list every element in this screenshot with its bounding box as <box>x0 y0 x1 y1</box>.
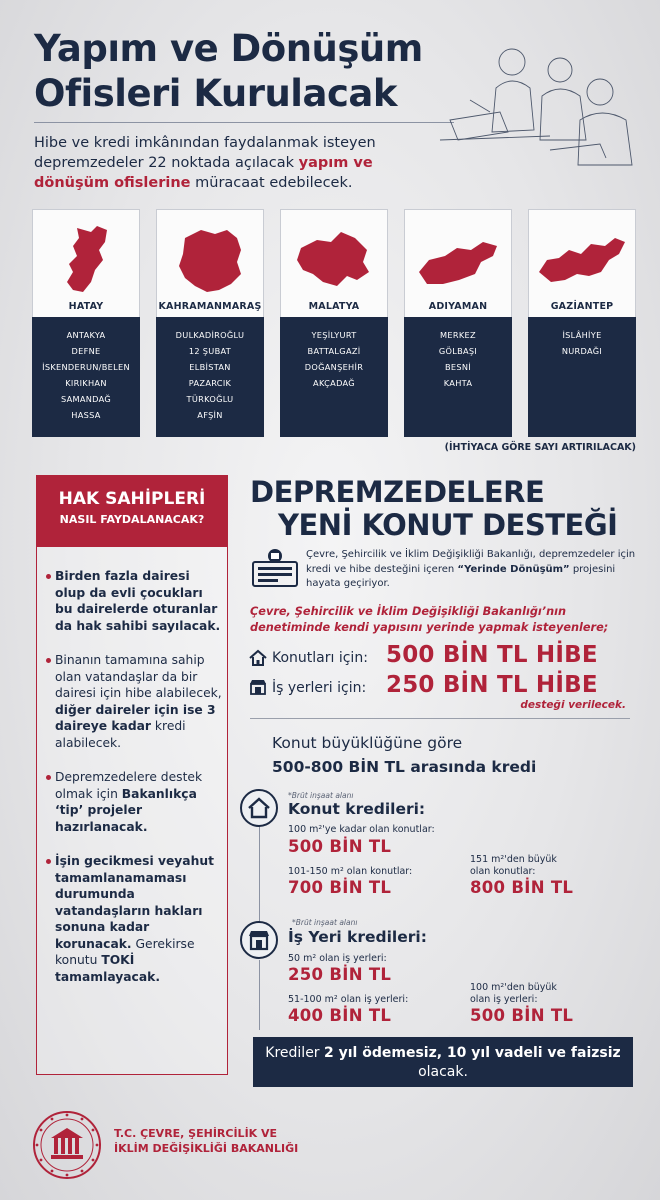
hak-bullet-3-a: Depremzedelere destek olmak için <box>55 770 203 801</box>
hatay-map-icon <box>33 220 139 300</box>
isyeri-kredi-1-value: 250 BİN TL <box>288 965 392 984</box>
district-item: ELBİSTAN <box>189 362 231 372</box>
konut-kredi-1-label: 100 m²'ye kadar olan konutlar: <box>288 824 435 835</box>
verilecek-text: desteği verilecek. <box>520 699 626 711</box>
konut-kredi-2-label: 101-150 m² olan konutlar: <box>288 866 413 877</box>
district-item: GÖLBAŞI <box>438 346 478 356</box>
district-item: DULKADİROĞLU <box>175 330 245 340</box>
ministry-name-line-2: İKLİM DEĞİŞİKLİĞİ BAKANLIĞI <box>114 1142 299 1155</box>
hak-bullet-2 <box>46 652 222 751</box>
adiyaman-map-icon <box>405 220 511 300</box>
district-list <box>32 317 140 437</box>
kredi-conditions-c: olacak. <box>418 1064 468 1080</box>
kredi-line-2: 500-800 BİN TL arasında kredi <box>272 758 537 776</box>
hak-bullet-2-c: kredi alabilecek. <box>55 719 186 750</box>
house-circle-icon <box>239 788 279 828</box>
district-item: 12 ŞUBAT <box>188 346 232 356</box>
destek-italic-text: Çevre, Şehircilik ve İklim Değişikliği Bakanlığı’nın denetiminde kendi yapısını yerinde yapmak isteyenlere; <box>250 605 609 634</box>
intro-after: müracaat edebilecek. <box>190 175 353 191</box>
building-document-icon <box>250 548 300 588</box>
district-item: SAMANDAĞ <box>60 394 112 404</box>
konut-kredi-3-label-line-1: 151 m²'den büyük <box>470 854 557 865</box>
isyeri-kredi-3-label-line-1: 100 m²'den büyük <box>470 982 557 993</box>
section-divider <box>250 718 630 719</box>
isyeri-kredi-2-value: 400 BİN TL <box>288 1006 392 1025</box>
hak-bullet-2-a: Binanın tamamına sahip olan vatandaşlar da bir dairesi için hibe alabilecek, <box>55 653 222 700</box>
province-cards <box>32 209 636 437</box>
kredi-line-1: Konut büyüklüğüne göre <box>272 734 463 752</box>
intro-bold: yapım ve dönüşüm ofislerine <box>34 155 373 191</box>
district-item: DOĞANŞEHİR <box>304 362 364 372</box>
kahramanmaras-map-icon <box>157 220 263 300</box>
isyeri-kredileri-title: İş Yeri kredileri: <box>288 928 427 946</box>
title-line-2: Ofisleri Kurulacak <box>34 72 397 115</box>
hak-bullet-3-b: Bakanlıkça ‘tip’ projeler hazırlanacak. <box>55 786 197 834</box>
province-card-malatya <box>280 209 388 437</box>
hak-title-line-1: HAK SAHİPLERİ <box>58 489 206 509</box>
district-item: HASSA <box>71 410 101 420</box>
hak-bullet-list <box>46 568 222 1003</box>
ministry-name-line-1: T.C. ÇEVRE, ŞEHİRCİLİK VE <box>114 1127 278 1140</box>
konut-vertical-line <box>259 826 260 926</box>
district-item: KAHTA <box>443 378 473 388</box>
district-item: KIRIKHAN <box>65 378 107 388</box>
konut-kredi-3-value: 800 BİN TL <box>470 878 574 897</box>
district-list <box>404 317 512 437</box>
district-item: İSLÂHİYE <box>562 330 602 340</box>
isyeri-kredi-3-value: 500 BİN TL <box>470 1006 574 1025</box>
hak-bullet-3 <box>46 769 222 835</box>
isyeri-kredi-3-label <box>470 982 557 1006</box>
page-title <box>34 26 474 116</box>
isyeri-hibe-value: 250 BİN TL HİBE <box>386 672 598 698</box>
district-item: NURDAĞI <box>561 346 603 356</box>
district-item: AFŞİN <box>197 410 223 420</box>
konut-kredi-3-label-line-2: olan konutlar: <box>470 866 536 877</box>
isyeri-kredi-3-label-line-2: olan iş yerleri: <box>470 994 538 1005</box>
district-item: PAZARCIK <box>188 378 232 388</box>
hak-bullet-2-b: diğer daireler için ise 3 daireye kadar <box>55 702 216 733</box>
destek-title-line-2: YENİ KONUT DESTEĞİ <box>278 508 618 542</box>
district-list <box>280 317 388 437</box>
destek-description <box>306 548 636 592</box>
hak-bullet-1-text: Birden fazla dairesi olup da evli çocukları bu dairelerde oturanlar da hak sahibi sayılacak. <box>55 569 221 633</box>
isyeri-hibe-label: İş yerleri için: <box>272 680 367 696</box>
province-card-gaziantep <box>528 209 636 437</box>
district-list <box>528 317 636 437</box>
district-item: BATTALGAZİ <box>307 346 361 356</box>
ministry-name <box>114 1126 334 1156</box>
district-item: YEŞİLYURT <box>311 330 357 340</box>
brut-note-konut: *Brüt inşaat alanı <box>288 791 354 800</box>
office-workers-sketch-illustration <box>430 40 640 170</box>
capacity-note: (İHTİYACA GÖRE SAYI ARTIRILACAK) <box>444 442 636 453</box>
hak-bullet-4-a: İşin gecikmesi veyahut tamamlanamaması durumunda vatandaşların hakları sonuna kadar korunacak. <box>55 854 214 951</box>
kredi-conditions-box <box>253 1037 633 1087</box>
konut-hibe-label: Konutları için: <box>272 650 368 666</box>
ministry-emblem-logo <box>32 1110 102 1180</box>
province-card-kahramanmaras <box>156 209 264 437</box>
province-card-hatay <box>32 209 140 437</box>
isyeri-kredi-1-label: 50 m² olan iş yerleri: <box>288 953 387 964</box>
destek-title-line-1: DEPREMZEDELERE <box>250 475 545 509</box>
konut-kredi-2-value: 700 BİN TL <box>288 878 392 897</box>
malatya-map-icon <box>281 220 387 300</box>
hak-bullet-4-b: Gerekirse konutu <box>55 936 195 967</box>
destek-desc-a: Çevre, Şehircilik ve İklim Değişikliği Bakanlığı, depremzedeler için kredi ve hibe desteğini içeren <box>306 549 636 575</box>
brut-note-isyeri: *Brüt inşaat alanı <box>292 918 358 927</box>
shop-circle-icon <box>239 920 279 960</box>
isyeri-vertical-line <box>259 960 260 1030</box>
province-name: MALATYA <box>308 301 360 312</box>
hak-bullet-1 <box>46 568 222 634</box>
province-card-adiyaman <box>404 209 512 437</box>
hak-bullet-4 <box>46 853 222 985</box>
gaziantep-map-icon <box>529 220 635 300</box>
province-name: ADIYAMAN <box>428 301 488 312</box>
province-name: HATAY <box>68 301 104 312</box>
intro-before: Hibe ve kredi imkânından faydalanmak isteyen depremzedeler 22 noktada açılacak <box>34 135 376 171</box>
district-item: BESNİ <box>444 362 472 372</box>
district-item: TÜRKOĞLU <box>186 394 234 404</box>
district-item: AKÇADAĞ <box>313 378 355 388</box>
konut-kredi-1-value: 500 BİN TL <box>288 837 392 856</box>
konut-hibe-value: 500 BİN TL HİBE <box>386 642 598 668</box>
hak-sahipleri-header <box>36 475 228 547</box>
kredi-conditions-a: Krediler <box>265 1045 325 1061</box>
district-item: MERKEZ <box>440 330 476 340</box>
konut-kredi-3-label <box>470 854 557 878</box>
hak-bullet-4-c: TOKİ tamamlayacak. <box>55 953 160 984</box>
destek-desc-b: “Yerinde Dönüşüm” <box>457 563 570 575</box>
district-item: DEFNE <box>71 346 101 356</box>
district-item: ANTAKYA <box>66 330 106 340</box>
destek-desc-c: projesini hayata geçiriyor. <box>306 563 616 589</box>
province-name: GAZİANTEP <box>550 301 614 312</box>
title-divider <box>34 122 454 123</box>
title-line-1: Yapım ve Dönüşüm <box>34 27 423 70</box>
isyeri-kredi-2-label: 51-100 m² olan iş yerleri: <box>288 994 409 1005</box>
house-icon <box>249 649 267 667</box>
district-list <box>156 317 264 437</box>
province-name: KAHRAMANMARAŞ <box>158 301 262 312</box>
intro-text <box>34 133 434 193</box>
shop-icon <box>249 678 267 696</box>
hak-title-line-2: NASIL FAYDALANACAK? <box>59 513 205 526</box>
konut-kredileri-title: Konut kredileri: <box>288 800 426 818</box>
district-item: İSKENDERUN/BELEN <box>42 362 130 372</box>
kredi-conditions-b: 2 yıl ödemesiz, 10 yıl vadeli ve faizsiz <box>324 1045 621 1061</box>
